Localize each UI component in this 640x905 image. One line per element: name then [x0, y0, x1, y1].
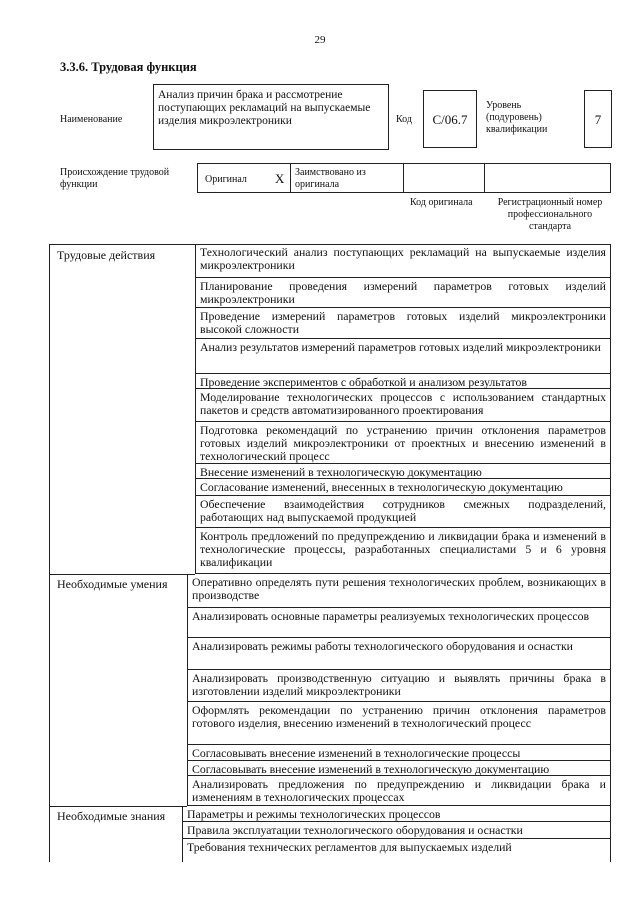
action-row: Контроль предложений по предупреждению и ликвидации брака и изменений в технологические процессы, разработанных специалистами 5 и 6 уровня квалификации — [196, 528, 610, 574]
category-divider-2 — [49, 806, 187, 807]
origin-divider-3 — [484, 163, 485, 193]
knowledge-row: Правила эксплуатации технологического оборудования и оснастки — [183, 822, 610, 839]
reg-number-caption: Регистрационный номер профессионального стандарта — [497, 197, 603, 232]
skill-row: Оперативно определять пути решения технологических проблем, возникающих в производстве — [188, 574, 610, 608]
category-divider-1 — [49, 574, 195, 575]
category-actions: Трудовые действия — [57, 248, 156, 262]
skill-row: Анализировать производственную ситуацию и выявлять причины брака в изготовлении изделий микроэлектроники — [188, 670, 610, 702]
skill-row: Анализировать предложения по предупреждению и ликвидации брака и изменениям в технологических процессах — [188, 776, 610, 806]
origin-divider-1 — [290, 163, 291, 193]
action-row: Внесение изменений в технологическую документацию — [196, 464, 610, 479]
code-label: Код — [396, 114, 412, 125]
skill-row: Согласовывать внесение изменений в технологические процессы — [188, 745, 610, 761]
origin-box — [197, 163, 611, 193]
original-mark: X — [275, 171, 285, 186]
level-label: Уровень (подуровень) квалификации — [486, 100, 548, 135]
name-label: Наименование — [60, 114, 123, 125]
page-number: 29 — [314, 34, 326, 46]
original-code-caption: Код оригинала — [410, 197, 473, 208]
action-row: Планирование проведения измерений параметров готовых изделий микроэлектроники — [196, 278, 610, 308]
section-title: 3.3.6. Трудовая функция — [60, 60, 197, 74]
skill-row: Анализировать основные параметры реализуемых технологических процессов — [188, 608, 610, 638]
code-value: C/06.7 — [432, 112, 468, 127]
knowledge-row: Требования технических регламентов для выпускаемых изделий — [187, 840, 512, 854]
knowledge-row: Параметры и режимы технологических процессов — [183, 806, 610, 822]
skill-row: Анализировать режимы работы технологического оборудования и оснастки — [188, 638, 610, 670]
action-row: Анализ результатов измерений параметров готовых изделий микроэлектроники — [196, 339, 610, 374]
competency-table — [49, 244, 611, 862]
origin-label: Происхождение трудовой функции — [60, 167, 170, 190]
level-box — [584, 90, 612, 148]
borrowed-label: Заимствовано из оригинала — [295, 167, 366, 190]
skill-row: Оформлять рекомендации по устранению причин отклонения параметров готового изделия, внесению изменений в технологический процесс — [188, 702, 610, 745]
action-row: Проведение измерений параметров готовых изделий микроэлектроники высокой сложности — [196, 308, 610, 339]
action-row: Проведение экспериментов с обработкой и анализом результатов — [196, 374, 610, 389]
code-box — [423, 90, 477, 148]
action-row: Подготовка рекомендаций по устранению причин отклонения параметров готовых изделий микроэлектроники от проектных и внесению изменений в технологический процесс — [196, 422, 610, 464]
action-row: Согласование изменений, внесенных в технологическую документацию — [196, 479, 610, 496]
skill-row: Согласовывать внесение изменений в технологическую документацию — [188, 761, 610, 776]
table-left-border — [49, 244, 50, 862]
function-name: Анализ причин брака и рассмотрение поступающих рекламаций на выпускаемые изделия микроэлектроники — [158, 89, 371, 127]
category-knowledge: Необходимые знания — [57, 809, 166, 823]
category-skills: Необходимые умения — [57, 577, 168, 591]
original-label: Оригинал — [205, 174, 247, 185]
table-right-border — [610, 244, 611, 862]
action-row: Моделирование технологических процессов с использованием стандартных пакетов и средств автоматизированного проектирования — [196, 389, 610, 422]
action-row: Технологический анализ поступающих рекламаций на выпускаемые изделия микроэлектроники — [196, 244, 610, 278]
level-value: 7 — [594, 112, 602, 127]
name-value-box — [153, 84, 389, 150]
origin-divider-2 — [403, 163, 404, 193]
action-row: Обеспечение взаимодействия сотрудников смежных подразделений, работающих над выпускаемой продукцией — [196, 496, 610, 528]
